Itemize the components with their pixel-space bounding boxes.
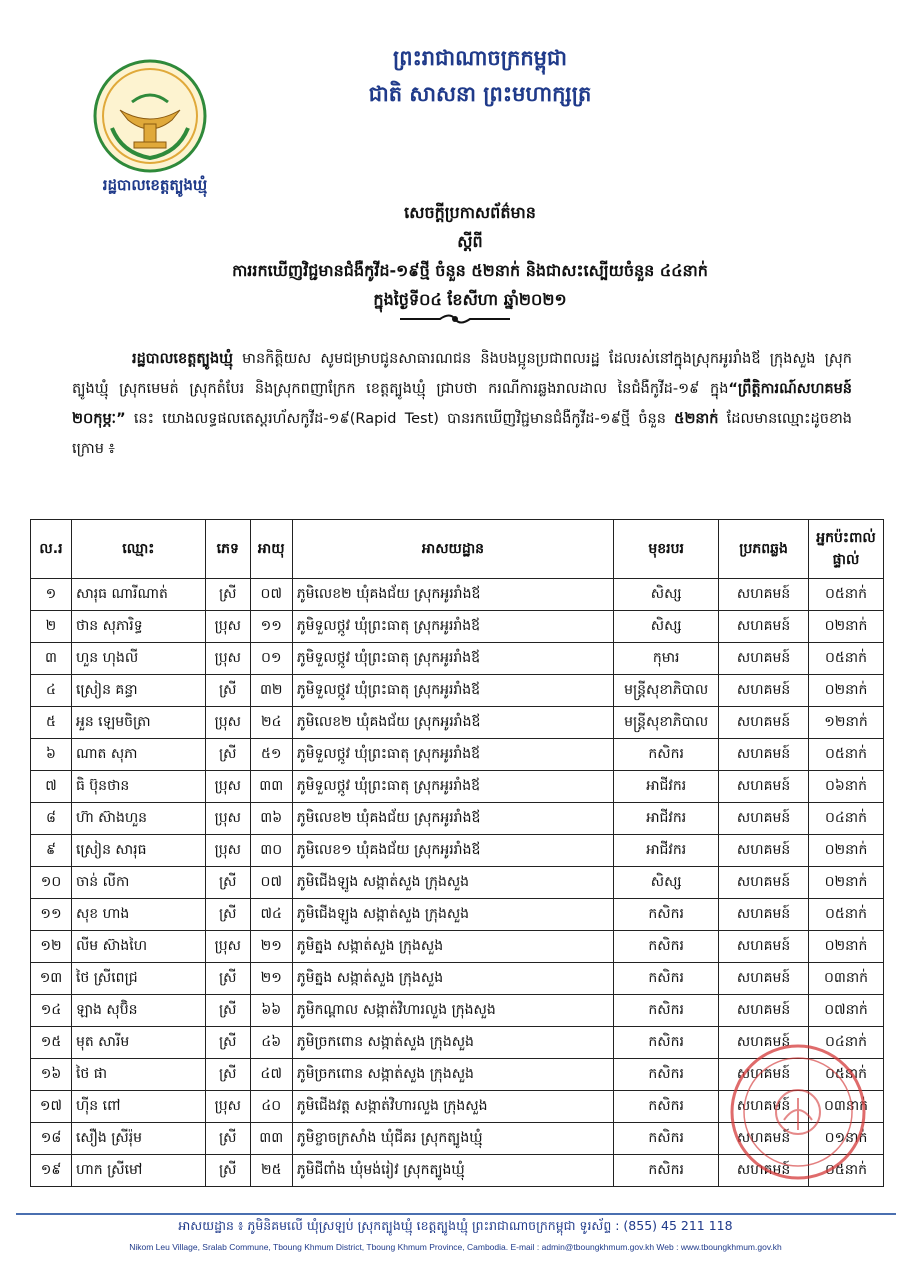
cell-address: ភូមិជើងឡូង សង្កាត់សួង ក្រុងសួង [292, 867, 614, 899]
cell-sex: ស្រី [205, 1123, 250, 1155]
cell-name: ហ៊ា ស៊ាងហួន [71, 803, 205, 835]
cell-source: សហគមន៍ [719, 867, 809, 899]
cell-sex: ស្រី [205, 995, 250, 1027]
table-row [31, 899, 884, 931]
cell-name: ហាក ស្រីមៅ [71, 1155, 205, 1187]
cell-source: សហគមន៍ [719, 931, 809, 963]
cell-source: សហគមន៍ [719, 675, 809, 707]
cell-occupation: កសិករ [614, 931, 719, 963]
cell-source: សហគមន៍ [719, 1091, 809, 1123]
cell-age: ៤០ [250, 1091, 292, 1123]
cell-name: ហួន ហុងលី [71, 643, 205, 675]
table-header-row [31, 520, 884, 579]
cell-occupation: កសិករ [614, 1123, 719, 1155]
cell-occupation: សិស្ស [614, 611, 719, 643]
cell-name: អួន ឡេមចិត្រា [71, 707, 205, 739]
cases-table [30, 519, 884, 1187]
cell-name: ថៃ ផា [71, 1059, 205, 1091]
header-address: អាសយដ្ឋាន [292, 520, 614, 579]
cell-name: ថាន សុភារិទ្ធ [71, 611, 205, 643]
cell-contacts: ០២នាក់ [809, 675, 884, 707]
table-row [31, 1027, 884, 1059]
cell-contacts: ០៥នាក់ [809, 1059, 884, 1091]
cell-address: ភូមិទួលថ្កូវ ឃុំព្រះធាតុ ស្រុកអូររាំងឪ [292, 643, 614, 675]
cell-no: ៥ [31, 707, 72, 739]
cell-age: ៣២ [250, 675, 292, 707]
cell-no: ៧ [31, 771, 72, 803]
cell-source: សហគមន៍ [719, 835, 809, 867]
cell-contacts: ០១នាក់ [809, 1123, 884, 1155]
cell-no: ១ [31, 579, 72, 611]
cell-no: ១១ [31, 899, 72, 931]
cell-age: ២១ [250, 963, 292, 995]
cell-occupation: សិស្ស [614, 579, 719, 611]
table-row [31, 931, 884, 963]
national-motto: ជាតិ សាសនា ព្រះមហាក្សត្រ [368, 82, 592, 106]
cell-name: លីម ស៊ាងហៃ [71, 931, 205, 963]
cell-address: ភូមិលេខ២ ឃុំគងជ័យ ស្រុកអូររាំងឪ [292, 707, 614, 739]
header-name: ឈ្មោះ [71, 520, 205, 579]
cell-occupation: មន្ត្រីសុខាភិបាល [614, 707, 719, 739]
cell-source: សហគមន៍ [719, 1123, 809, 1155]
cell-sex: ប្រុស [205, 707, 250, 739]
header-age: អាយុ [250, 520, 292, 579]
announcement-title [120, 198, 820, 314]
cell-name: ថៃ ស្រីពេជ្រ [71, 963, 205, 995]
footer-address-en: Nikom Leu Village, Sralab Commune, Tboung Khmum District, Tboung Khmum Province, Cambodia. E-mail : admin@tboungkhmum.gov.kh Web : www.tboungkhmum.gov.kh [129, 1242, 782, 1252]
cell-source: សហគមន៍ [719, 995, 809, 1027]
province-logo [92, 58, 208, 174]
cell-sex: ស្រី [205, 579, 250, 611]
cell-no: ៩ [31, 835, 72, 867]
cell-name: ស្រៀន គន្ធា [71, 675, 205, 707]
cell-address: ភូមិច្រកពោន សង្កាត់សួង ក្រុងសួង [292, 1027, 614, 1059]
cell-address: ភូមិលេខ២ ឃុំគងជ័យ ស្រុកអូររាំងឪ [292, 803, 614, 835]
cell-contacts: ០៥នាក់ [809, 739, 884, 771]
table-row [31, 1059, 884, 1091]
cell-address: ភូមិលេខ១ ឃុំគងជ័យ ស្រុកអូររាំងឪ [292, 835, 614, 867]
cell-occupation: សិស្ស [614, 867, 719, 899]
intro-text-3: ដែលមានឈ្មោះដូចខាងក្រោម ៖ [72, 411, 852, 457]
cell-name: ចាន់ លីកា [71, 867, 205, 899]
cell-contacts: ០៧នាក់ [809, 995, 884, 1027]
cell-contacts: ០៥នាក់ [809, 579, 884, 611]
cell-age: ០៧ [250, 867, 292, 899]
cell-name: សុខ ហាង [71, 899, 205, 931]
cell-contacts: ០៥នាក់ [809, 1155, 884, 1187]
cell-occupation: កសិករ [614, 899, 719, 931]
cell-contacts: ០២នាក់ [809, 931, 884, 963]
table-row [31, 995, 884, 1027]
cell-age: ៣០ [250, 835, 292, 867]
cell-sex: ស្រី [205, 1027, 250, 1059]
cell-source: សហគមន៍ [719, 1059, 809, 1091]
cell-no: ១៨ [31, 1123, 72, 1155]
table-row [31, 1155, 884, 1187]
cell-sex: ស្រី [205, 675, 250, 707]
cell-contacts: ០៣នាក់ [809, 963, 884, 995]
table-row [31, 643, 884, 675]
cell-sex: ស្រី [205, 739, 250, 771]
table-row [31, 803, 884, 835]
cell-age: ៣៣ [250, 771, 292, 803]
cell-address: ភូមិច្រកពោន សង្កាត់សួង ក្រុងសួង [292, 1059, 614, 1091]
cell-occupation: កសិករ [614, 1059, 719, 1091]
cell-sex: ប្រុស [205, 643, 250, 675]
table-row [31, 675, 884, 707]
cell-occupation: អាជីវករ [614, 803, 719, 835]
cell-no: ១២ [31, 931, 72, 963]
intro-event: “ព្រឹត្តិការណ៍សហគមន៍ ២០កុម្ភៈ” [72, 381, 852, 427]
cell-address: ភូមិជីពាំង ឃុំមង់រៀវ ស្រុកត្បូងឃ្មុំ [292, 1155, 614, 1187]
cell-contacts: ០៥នាក់ [809, 643, 884, 675]
table-row [31, 579, 884, 611]
cell-sex: ប្រុស [205, 611, 250, 643]
title-line-3: ការរកឃើញវិជ្ជមានជំងឺកូវីដ-១៩ថ្មី ចំនួន ៥២នាក់ និងជាសះស្បើយចំនួន ៤៤នាក់ [232, 261, 708, 280]
cell-no: ១០ [31, 867, 72, 899]
table-row [31, 739, 884, 771]
cell-contacts: ១២នាក់ [809, 707, 884, 739]
cell-no: ២ [31, 611, 72, 643]
cell-occupation: កសិករ [614, 963, 719, 995]
cell-name: សឿង ស្រីរ៉ុម [71, 1123, 205, 1155]
cell-age: ៤៦ [250, 1027, 292, 1059]
table-row [31, 611, 884, 643]
cell-age: ០៧ [250, 579, 292, 611]
organization-name: រដ្ឋបាលខេត្តត្បូងឃ្មុំ [102, 176, 208, 194]
cell-sex: ស្រី [205, 899, 250, 931]
cell-age: ១១ [250, 611, 292, 643]
cell-sex: ស្រី [205, 867, 250, 899]
cell-name: ឡាង សុប៊ិន [71, 995, 205, 1027]
cell-no: ១៩ [31, 1155, 72, 1187]
cell-occupation: អាជីវករ [614, 835, 719, 867]
cell-age: ២១ [250, 931, 292, 963]
cell-contacts: ០៤នាក់ [809, 1027, 884, 1059]
cell-name: ណាត សុភា [71, 739, 205, 771]
cell-sex: ប្រុស [205, 1091, 250, 1123]
title-line-2: ស្ដីពី [457, 232, 483, 251]
intro-text-2: នេះ យោងលទ្ធផលតេស្តរហ័សកូវីដ-១៩(Rapid Test) បានរកឃើញវិជ្ជមានជំងឺកូវីដ-១៩ថ្មី ចំនួន [125, 411, 675, 427]
cell-source: សហគមន៍ [719, 771, 809, 803]
cell-no: ៨ [31, 803, 72, 835]
cell-contacts: ០៣នាក់ [809, 1091, 884, 1123]
cell-sex: ស្រី [205, 963, 250, 995]
cell-name: មុត សារីម [71, 1027, 205, 1059]
footer-divider [16, 1213, 896, 1215]
cell-address: ភូមិត្នង សង្កាត់សួង ក្រុងសួង [292, 963, 614, 995]
table-row [31, 1123, 884, 1155]
kingdom-title: ព្រះរាជាណាចក្រកម្ពុជា [392, 46, 567, 70]
cell-no: ៦ [31, 739, 72, 771]
cell-source: សហគមន៍ [719, 899, 809, 931]
cell-contacts: ០៤នាក់ [809, 803, 884, 835]
cell-occupation: អាជីវករ [614, 771, 719, 803]
title-line-1: សេចក្ដីប្រកាសព័ត៌មាន [404, 203, 536, 222]
cell-no: ១៣ [31, 963, 72, 995]
cell-occupation: កសិករ [614, 1091, 719, 1123]
cell-occupation: មន្ត្រីសុខាភិបាល [614, 675, 719, 707]
cell-source: សហគមន៍ [719, 707, 809, 739]
table-row [31, 963, 884, 995]
cell-no: ១៥ [31, 1027, 72, 1059]
cell-age: ៦៦ [250, 995, 292, 1027]
ornament-divider [400, 312, 510, 326]
cell-address: ភូមិលេខ២ ឃុំគងជ័យ ស្រុកអូររាំងឪ [292, 579, 614, 611]
cell-no: ៤ [31, 675, 72, 707]
cell-source: សហគមន៍ [719, 739, 809, 771]
table-row [31, 771, 884, 803]
cell-age: ៥១ [250, 739, 292, 771]
table-row [31, 707, 884, 739]
cell-address: ភូមិជើងឡូង សង្កាត់សួង ក្រុងសួង [292, 899, 614, 931]
cell-age: ៣៦ [250, 803, 292, 835]
cell-source: សហគមន៍ [719, 963, 809, 995]
cell-age: ៣៣ [250, 1123, 292, 1155]
cell-age: ៧៤ [250, 899, 292, 931]
cell-no: ១៤ [31, 995, 72, 1027]
cell-age: ២៥ [250, 1155, 292, 1187]
cell-age: ០១ [250, 643, 292, 675]
cell-sex: ប្រុស [205, 771, 250, 803]
header-source: ប្រភពឆ្លង [719, 520, 809, 579]
table-row [31, 1091, 884, 1123]
cell-sex: ប្រុស [205, 931, 250, 963]
cell-contacts: ០២នាក់ [809, 835, 884, 867]
cell-no: ៣ [31, 643, 72, 675]
cell-address: ភូមិខ្ចាចក្រសាំង ឃុំជីគរ ស្រុកត្បូងឃ្មុំ [292, 1123, 614, 1155]
cell-address: ភូមិទួលថ្កូវ ឃុំព្រះធាតុ ស្រុកអូររាំងឪ [292, 611, 614, 643]
cell-occupation: កសិករ [614, 1027, 719, 1059]
cell-address: ភូមិទួលថ្កូវ ឃុំព្រះធាតុ ស្រុកអូររាំងឪ [292, 771, 614, 803]
table-row [31, 835, 884, 867]
cell-address: ភូមិទួលថ្កូវ ឃុំព្រះធាតុ ស្រុកអូររាំងឪ [292, 739, 614, 771]
cell-occupation: កសិករ [614, 1155, 719, 1187]
cell-contacts: ០២នាក់ [809, 867, 884, 899]
cell-name: ហ៊ីន ពៅ [71, 1091, 205, 1123]
cell-name: ធិ ប៊ុនថាន [71, 771, 205, 803]
cell-occupation: កសិករ [614, 995, 719, 1027]
cell-no: ១៦ [31, 1059, 72, 1091]
cell-source: សហគមន៍ [719, 1027, 809, 1059]
cell-source: សហគមន៍ [719, 803, 809, 835]
intro-text-1: មានកិត្តិយស សូមជម្រាបជូនសាធារណជន និងបងប្អូនប្រជាពលរដ្ឋ ដែលរស់នៅក្នុងស្រុកអូររាំងឪ ក្រុងសួង ស្រុកត្បូងឃ្មុំ ស្រុកមេមត់ ស្រុកតំបែរ និងស្រុកពញាក្រែក ខេត្តត្បូងឃ្មុំ ជ្រាបថា ករណីការឆ្លងរាលដាល នៃជំងឺកូវីដ-១៩ ក្នុង [72, 351, 852, 397]
header-no: ល.រ [31, 520, 72, 579]
cell-sex: ស្រី [205, 1155, 250, 1187]
header-sex: ភេទ [205, 520, 250, 579]
cell-no: ១៧ [31, 1091, 72, 1123]
cell-address: ភូមិជើងវត្ត សង្កាត់វិហារលួង ក្រុងសួង [292, 1091, 614, 1123]
cell-age: ៤៧ [250, 1059, 292, 1091]
cell-address: ភូមិត្នង សង្កាត់សួង ក្រុងសួង [292, 931, 614, 963]
cell-occupation: កសិករ [614, 739, 719, 771]
cell-source: សហគមន៍ [719, 611, 809, 643]
intro-org: រដ្ឋបាលខេត្តត្បូងឃ្មុំ [132, 351, 233, 367]
footer-address-km: អាសយដ្ឋាន ៖ ភូមិនិគមលើ ឃុំស្រឡប់ ស្រុកត្បូងឃ្មុំ ខេត្តត្បូងឃ្មុំ ព្រះរាជាណាចក្រកម្ពុជា ទូរស័ព្ទ : (855) 45 211 118 [178, 1218, 733, 1233]
header-contacts: អ្នកប៉ះពាល់ផ្ទាល់ [809, 520, 884, 579]
cell-occupation: កុមារ [614, 643, 719, 675]
cell-sex: ប្រុស [205, 835, 250, 867]
cell-name: ស្រៀន សារុធ [71, 835, 205, 867]
header-occupation: មុខរបរ [614, 520, 719, 579]
cell-contacts: ០៦នាក់ [809, 771, 884, 803]
cell-contacts: ០២នាក់ [809, 611, 884, 643]
table-row [31, 867, 884, 899]
cell-source: សហគមន៍ [719, 1155, 809, 1187]
cell-contacts: ០៥នាក់ [809, 899, 884, 931]
cell-address: ភូមិកណ្ដាល សង្កាត់វិហារលួង ក្រុងសួង [292, 995, 614, 1027]
cell-age: ២៤ [250, 707, 292, 739]
cell-source: សហគមន៍ [719, 643, 809, 675]
kingdom-header [320, 40, 640, 112]
cell-name: សារុធ ណារីណាត់ [71, 579, 205, 611]
title-date: ក្នុងថ្ងៃទី០៤ ខែសីហា ឆ្នាំ២០២១ [373, 290, 567, 309]
cell-sex: ស្រី [205, 1059, 250, 1091]
cell-sex: ប្រុស [205, 803, 250, 835]
cell-source: សហគមន៍ [719, 579, 809, 611]
cell-address: ភូមិទួលថ្កូវ ឃុំព្រះធាតុ ស្រុកអូររាំងឪ [292, 675, 614, 707]
intro-count: ៥២នាក់ [674, 411, 719, 427]
intro-paragraph [72, 344, 852, 464]
